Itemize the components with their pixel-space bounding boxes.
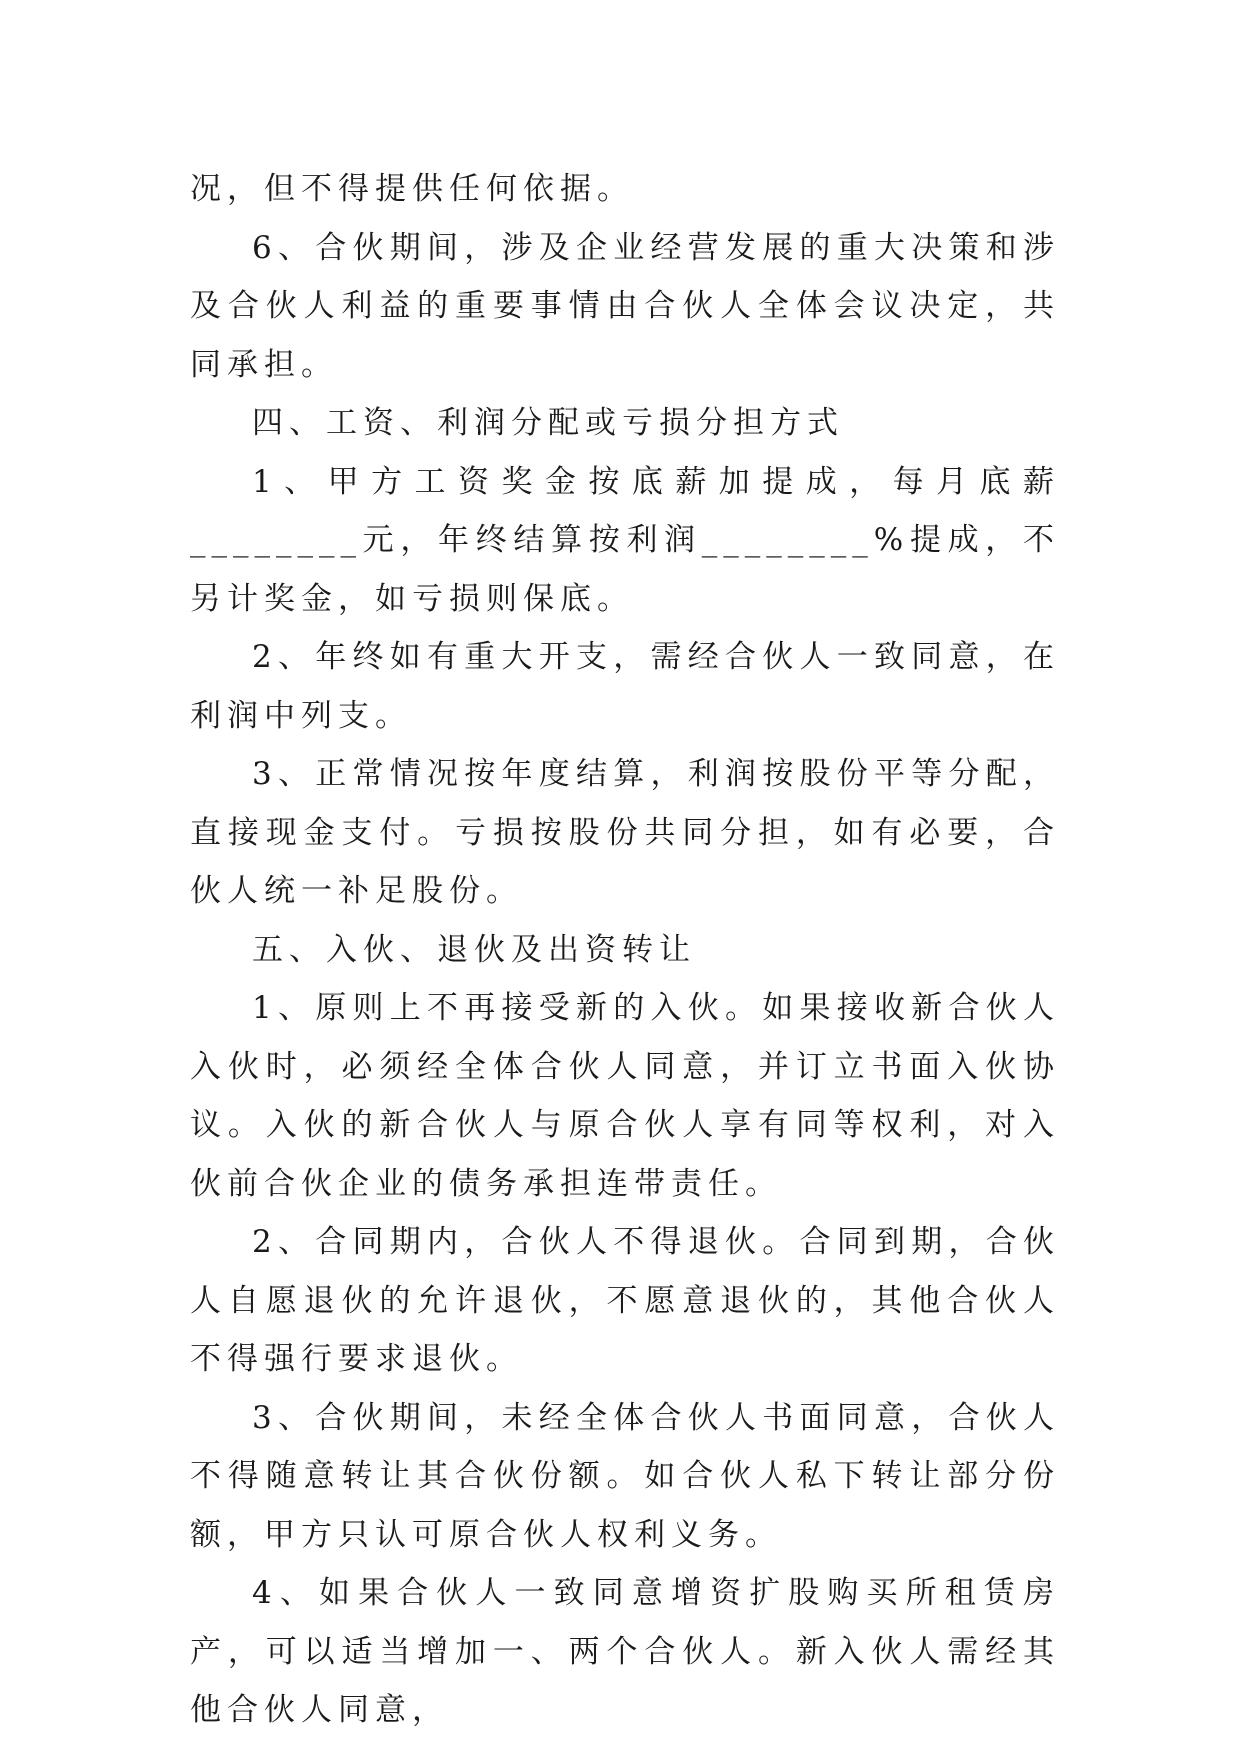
section-heading-5: 五、入伙、退伙及出资转让: [252, 931, 696, 968]
paragraph-clause-4-1: 1、甲方工资奖金按底薪加提成，每月底薪________元，年终结算按利润________%提成，不另计奖金，如亏损则保底。: [190, 463, 1060, 617]
document-body: [190, 160, 1060, 1740]
paragraph-clause-4-3: 3、正常情况按年度结算，利润按股份平等分配，直接现金支付。亏损按股份共同分担，如有必要，合伙人统一补足股份。: [190, 756, 1060, 909]
paragraph-clause-5-2: 2、合同期内，合伙人不得退伙。合同到期，合伙人自愿退伙的允许退伙，不愿意退伙的，其他合伙人不得强行要求退伙。: [190, 1224, 1060, 1377]
paragraph-clause-5-4: 4、如果合伙人一致同意增资扩股购买所租赁房产，可以适当增加一、两个合伙人。新入伙人需经其他合伙人同意，: [190, 1575, 1060, 1728]
paragraph-continuation: 况，但不得提供任何依据。: [190, 171, 634, 207]
paragraph-clause-4-2: 2、年终如有重大开支，需经合伙人一致同意，在利润中列支。: [190, 639, 1060, 734]
section-heading-4: 四、工资、利润分配或亏损分担方式: [252, 405, 844, 441]
paragraph-clause-3-6: 6、合伙期间，涉及企业经营发展的重大决策和涉及合伙人利益的重要事情由合伙人全体会议决定，共同承担。: [190, 229, 1060, 383]
paragraph-clause-5-3: 3、合伙期间，未经全体合伙人书面同意，合伙人不得随意转让其合伙份额。如合伙人私下转让部分份额，甲方只认可原合伙人权利义务。: [190, 1399, 1060, 1553]
paragraph-clause-5-1: 1、原则上不再接受新的入伙。如果接收新合伙人入伙时，必须经全体合伙人同意，并订立书面入伙协议。入伙的新合伙人与原合伙人享有同等权利，对入伙前合伙企业的债务承担连带责任。: [190, 990, 1060, 1202]
